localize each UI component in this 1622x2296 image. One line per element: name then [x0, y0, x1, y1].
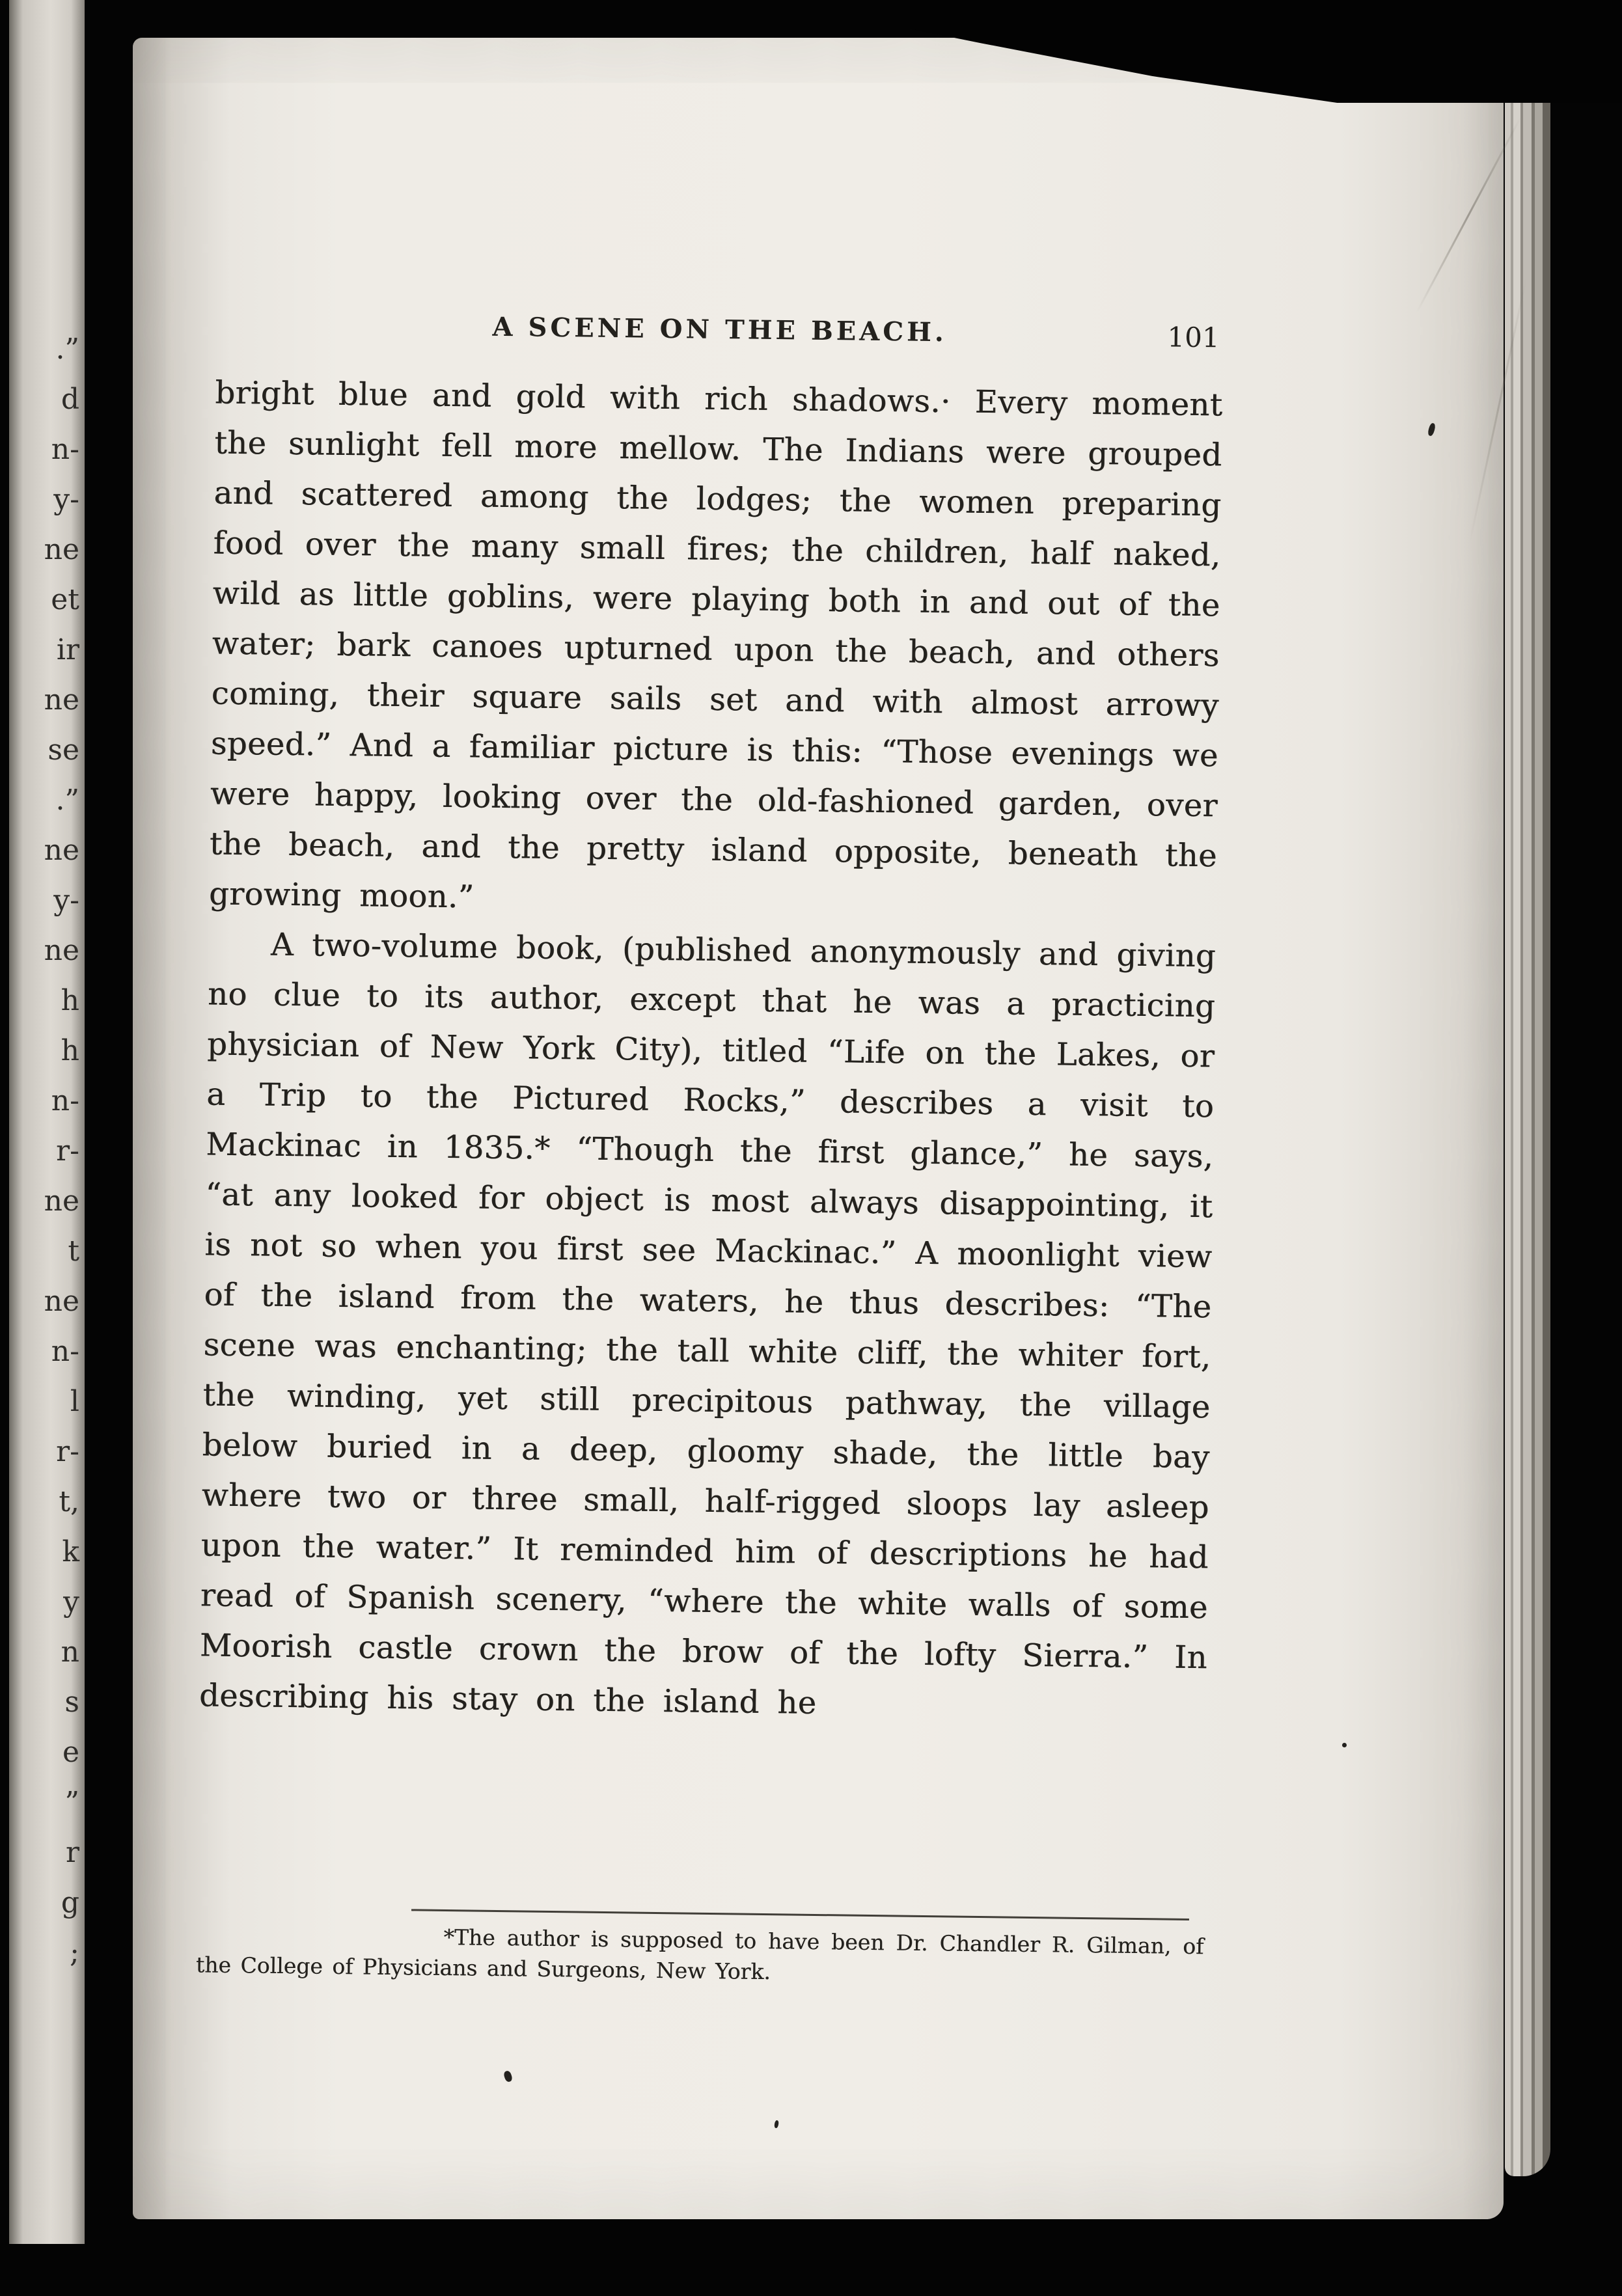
text-fragment: h — [61, 984, 79, 1017]
page-header — [215, 308, 1224, 362]
text-fragment: r- — [56, 1435, 79, 1468]
footnote-divider — [411, 1909, 1189, 1920]
text-fragment: et — [51, 583, 79, 616]
text-fragment: n- — [51, 1084, 79, 1117]
text-fragment: ne — [44, 934, 79, 967]
text-fragment: ne — [44, 1184, 79, 1218]
page-number: 101 — [1167, 321, 1220, 354]
footnote-text: *The author is supposed to have been Dr. Chandler R. Gilman, of the College of Physicians and Surgeons, New York. — [195, 1924, 1204, 1985]
text-fragment: ne — [44, 834, 79, 867]
text-fragment: ; — [70, 1936, 79, 1969]
text-fragment: n — [61, 1635, 79, 1669]
text-fragment: y- — [53, 483, 79, 516]
text-fragment: n- — [51, 433, 79, 466]
text-fragment: h — [61, 1034, 79, 1067]
previous-page-text-fragments — [44, 324, 79, 1978]
text-fragment: r- — [56, 1134, 79, 1168]
text-fragment: t — [68, 1235, 79, 1268]
text-fragment: ne — [44, 683, 79, 717]
text-fragment: y — [63, 1585, 79, 1619]
text-fragment: n- — [51, 1335, 79, 1368]
text-fragment: .” — [55, 333, 79, 366]
text-fragment: l — [70, 1385, 79, 1418]
book-page — [133, 38, 1504, 2219]
text-fragment: e — [62, 1736, 79, 1769]
text-fragment: y- — [53, 884, 79, 917]
text-fragment: ir — [56, 633, 79, 666]
text-fragment: s — [64, 1686, 79, 1719]
text-fragment: .” — [55, 784, 79, 817]
text-fragment: se — [48, 733, 79, 767]
text-fragment: k — [62, 1535, 79, 1568]
text-fragment: t, — [59, 1485, 79, 1518]
page-edges-stack — [1505, 60, 1550, 2176]
previous-page-edge — [9, 0, 85, 2244]
body-paragraph-1: bright blue and gold with rich shadows.· Every moment the sunlight fell more mellow. The Indians were grouped and scattered among the lodges; the women preparing food over the many small fires; the children, half naked, wild as little goblins, were playing both in and out of the water; bark canoes upturned upon the beach, and others coming, their square sails set and with almost arrowy speed.” And a familiar picture is this: “Those evenings we were happy, looking over the old-fashioned garden, over the beach, and the pretty island opposite, beneath the growing moon.” — [208, 374, 1223, 916]
text-fragment: d — [61, 383, 79, 416]
body-paragraph-2: A two-volume book, (published anonymously and giving no clue to its author, except that he was a practicing physician of New York City), titled “Life on the Lakes, or a Trip to the Pictured Rocks,” describes a visit to Mackinac in 1835.* “Though the first glance,” he says, “at any looked for object is most always disappointing, it is not so when you first see Mackinac.” A moonlight view of the island from the waters, he thus describes: “The scene was enchanting; the tall white cliff, the whiter fort, the winding, yet still precipitous pathway, the village below buried in a deep, gloomy shade, the little bay where two or three small, half-rigged sloops lay asleep upon the water.” It reminded him of descriptions he had read of Spanish scenery, “where the white walls of some Moorish castle crown the brow of the lofty Sierra.” In describing his stay on the island he — [199, 926, 1216, 1721]
running-title: A SCENE ON THE BEACH. — [492, 311, 948, 348]
footnote-block — [196, 1906, 1204, 1992]
text-fragment: r — [65, 1836, 79, 1869]
text-fragment: ne — [44, 1285, 79, 1318]
text-fragment: g — [61, 1886, 79, 1919]
text-fragment: ” — [64, 1786, 79, 1819]
ink-speck — [1342, 1743, 1347, 1747]
page-text-block — [195, 308, 1224, 2052]
text-fragment: ne — [44, 533, 79, 566]
